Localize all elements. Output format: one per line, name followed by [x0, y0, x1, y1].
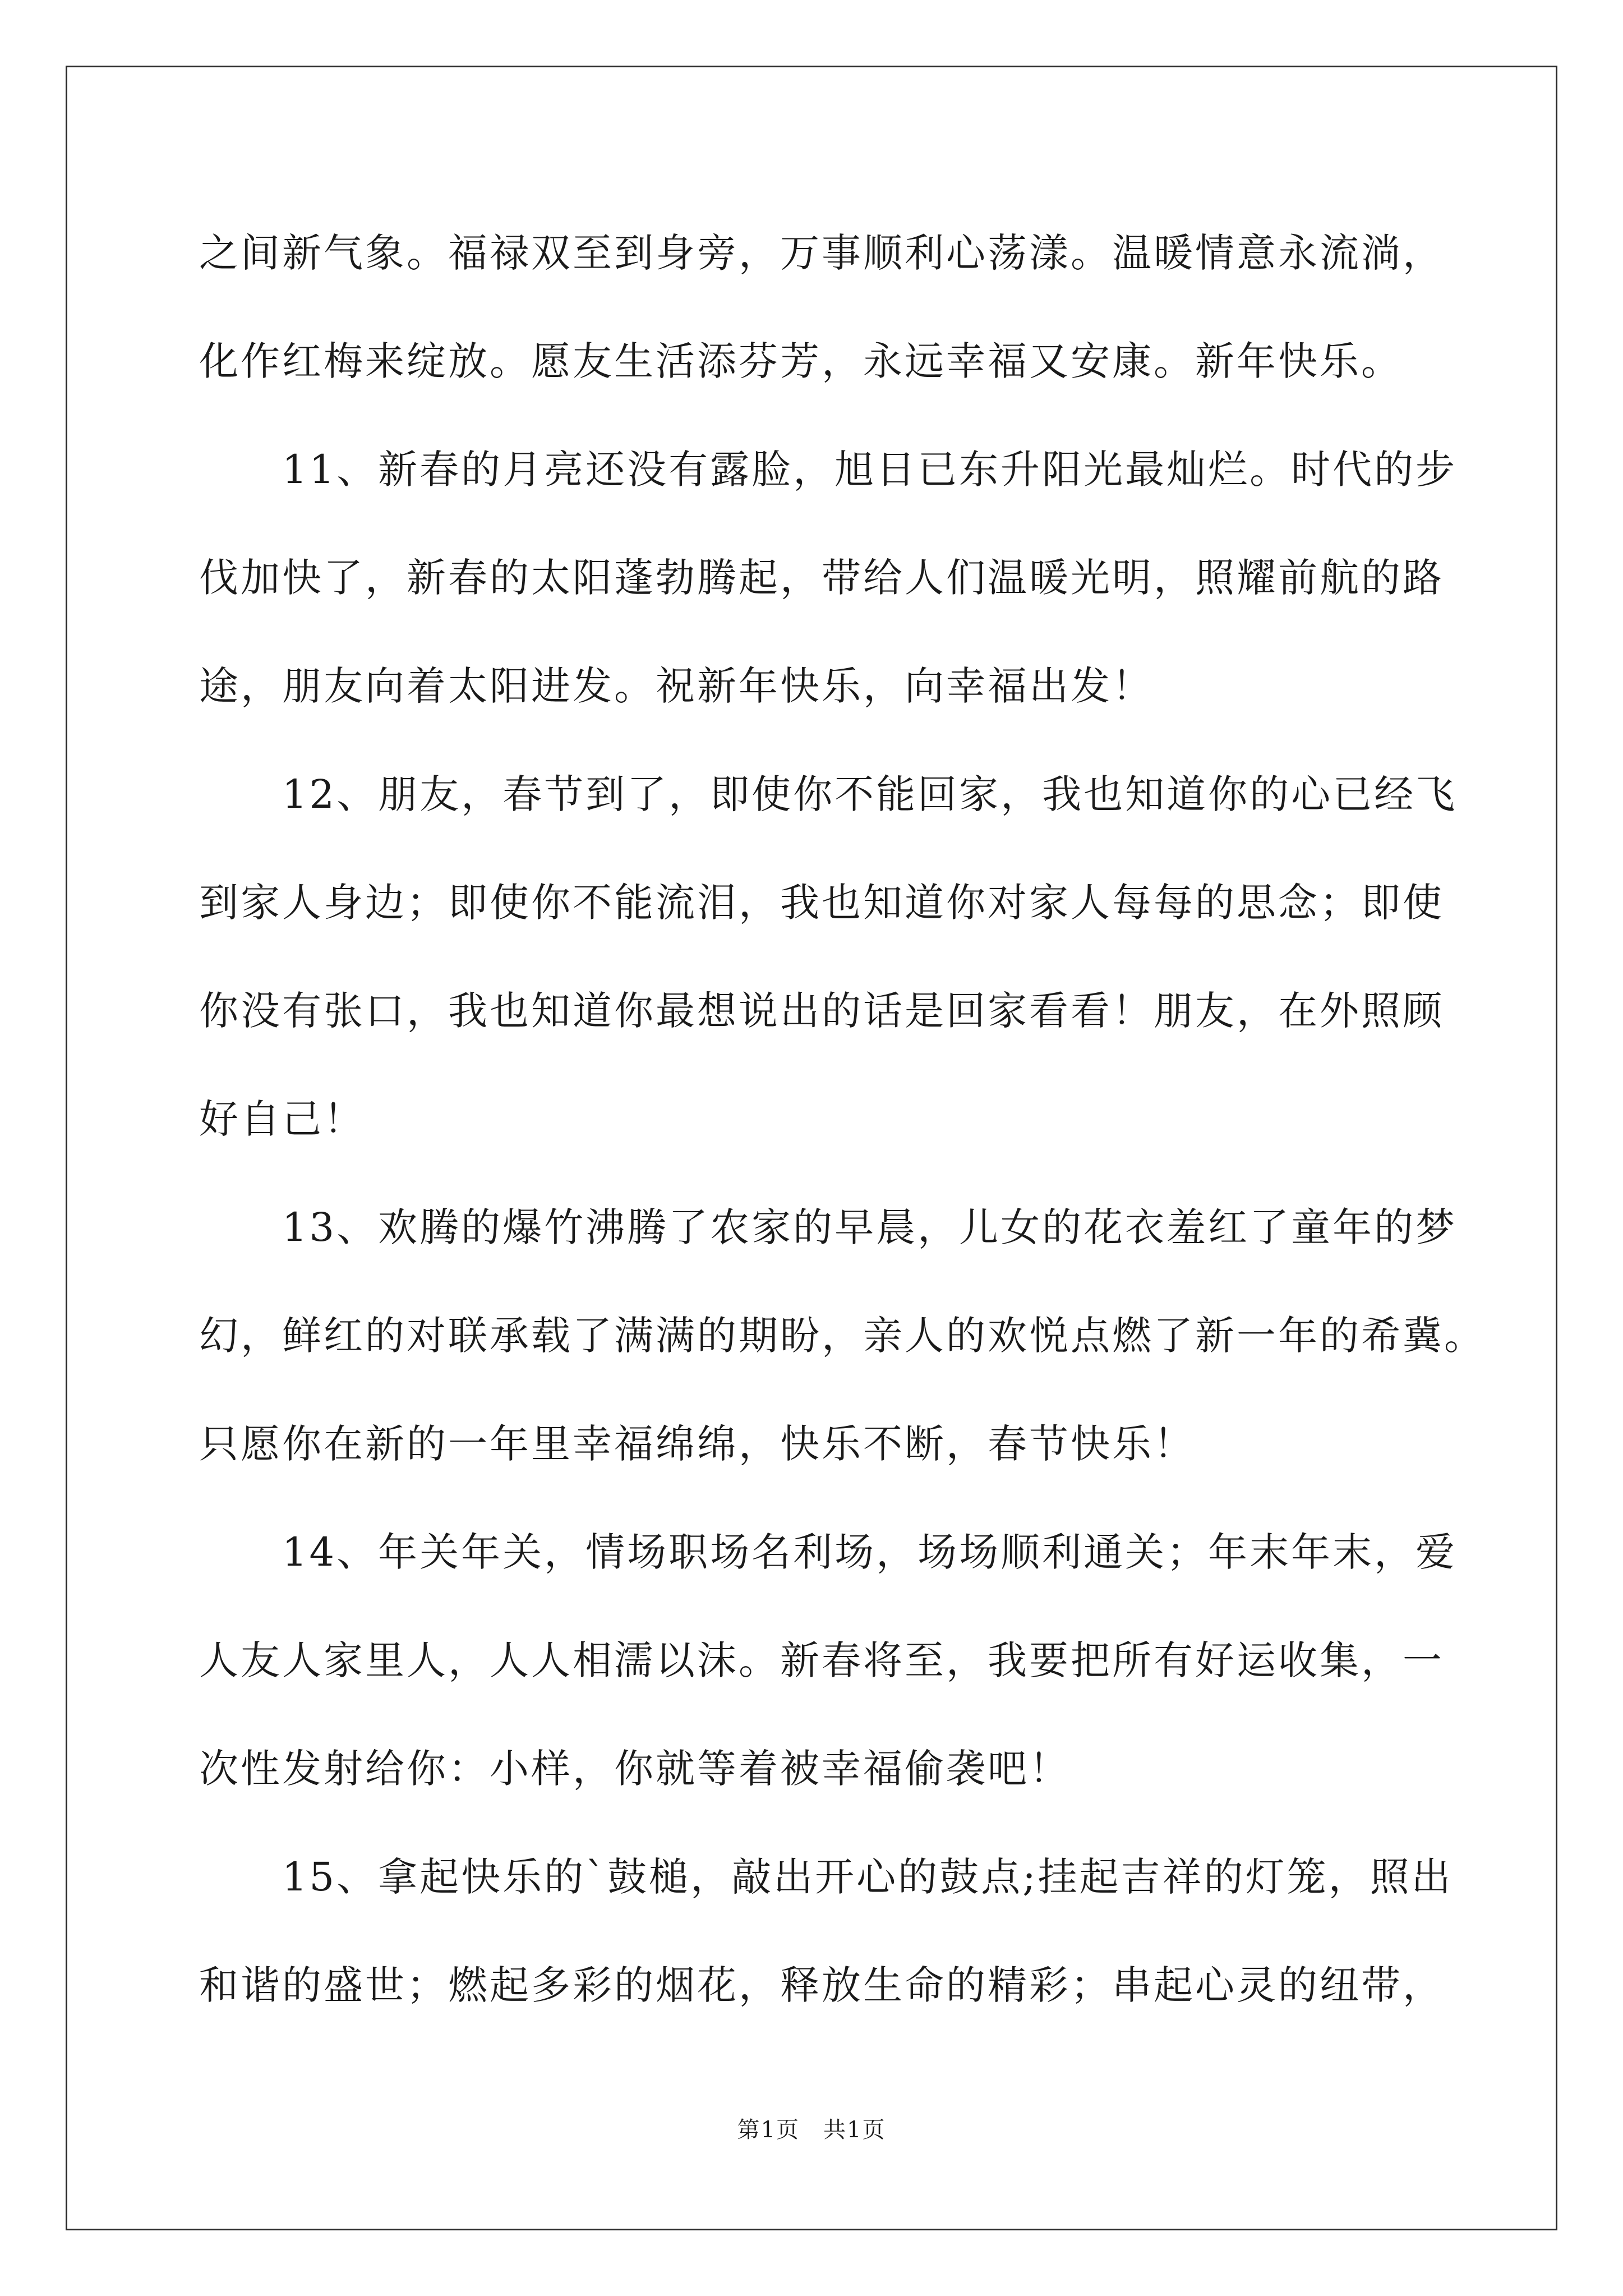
- page-number-footer: 第1页 共1页: [737, 2117, 886, 2143]
- paragraph: [199, 1174, 1486, 1498]
- text-line: 和谐的盛世；燃起多彩的烟花，释放生命的精彩；串起心灵的纽带，: [199, 1962, 1444, 2008]
- paragraph: [199, 199, 1467, 416]
- paragraph: [199, 416, 1467, 740]
- text-line: 14、年关年关，情场职场名利场，场场顺利通关；年末年末，爱: [282, 1529, 1458, 1575]
- text-line: 化作红梅来绽放。愿友生活添芬芳，永远幸福又安康。新年快乐。: [199, 338, 1403, 384]
- text-line: 途，朋友向着太阳进发。祝新年快乐，向幸福出发！: [199, 663, 1154, 709]
- text-line: 11、新春的月亮还没有露脸，旭日已东升阳光最灿烂。时代的步: [282, 447, 1458, 493]
- text-line: 好自己！: [199, 1096, 365, 1142]
- text-line: 幻，鲜红的对联承载了满满的期盼，亲人的欢悦点燃了新一年的希冀。: [199, 1313, 1486, 1359]
- text-line: 伐加快了，新春的太阳蓬勃腾起，带给人们温暖光明，照耀前航的路: [199, 555, 1444, 601]
- text-line: 人友人家里人，人人相濡以沫。新春将至，我要把所有好运收集，一: [199, 1637, 1444, 1683]
- text-line: 你没有张口，我也知道你最想说出的话是回家看看！朋友，在外照顾: [199, 988, 1444, 1034]
- document-body: [199, 199, 1486, 2040]
- text-line: 次性发射给你：小样，你就等着被幸福偷袭吧！: [199, 1746, 1071, 1792]
- text-line: 12、朋友，春节到了，即使你不能回家，我也知道你的心已经飞: [282, 771, 1458, 817]
- text-line: 13、欢腾的爆竹沸腾了农家的早晨，儿女的花衣羞红了童年的梦: [282, 1204, 1458, 1250]
- text-line: 之间新气象。福禄双至到身旁，万事顺利心荡漾。温暖情意永流淌，: [199, 230, 1444, 276]
- paragraph: [199, 1498, 1467, 1823]
- text-line: 只愿你在新的一年里幸福绵绵，快乐不断，春节快乐！: [199, 1421, 1195, 1467]
- paragraph: [199, 740, 1467, 1174]
- text-line: 15、拿起快乐的`鼓槌，敲出开心的鼓点;挂起吉祥的灯笼，照出: [282, 1854, 1453, 1900]
- paragraph: [199, 1823, 1467, 2040]
- text-line: 到家人身边；即使你不能流泪，我也知道你对家人每每的思念；即使: [199, 880, 1444, 926]
